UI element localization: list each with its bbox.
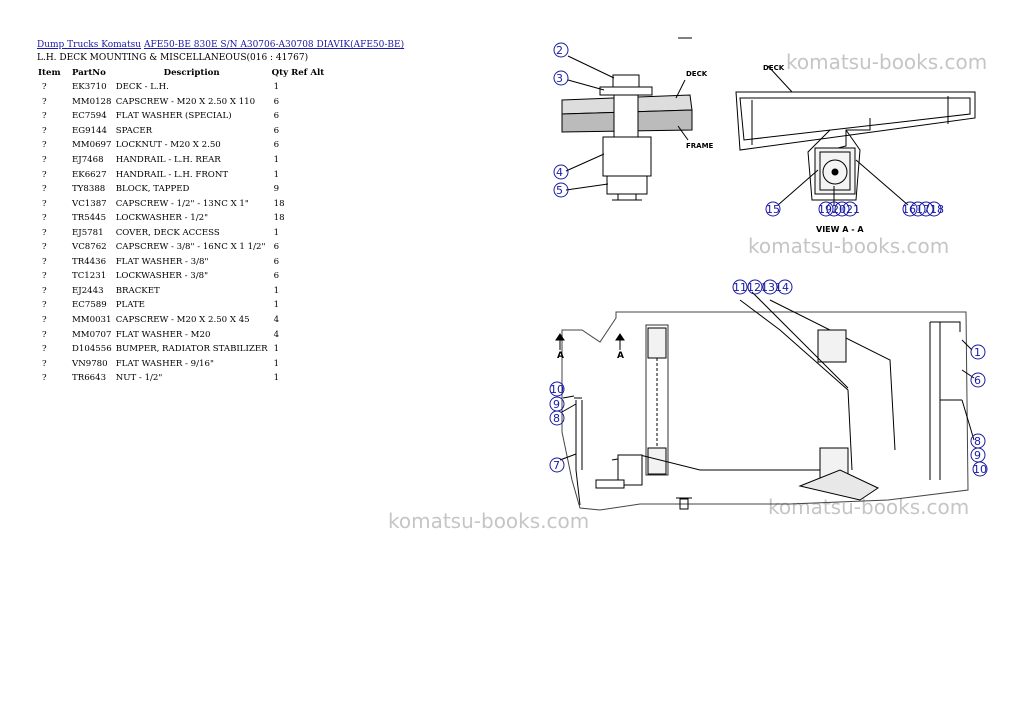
row-item: ? (42, 315, 47, 326)
row-item: ? (42, 329, 47, 340)
header-ref: Ref (291, 68, 308, 78)
row-description: FLAT WASHER - 3/8" (115, 256, 209, 267)
row-description: PLATE (115, 300, 145, 311)
row-partno: EK6627 (72, 169, 107, 180)
row-qty: 4 (273, 315, 280, 326)
header-partno: PartNo (72, 68, 106, 78)
row-partno: MM0128 (72, 96, 112, 107)
row-qty: 1 (273, 358, 280, 369)
row-partno: MM0697 (72, 140, 112, 151)
row-partno: TR6643 (72, 373, 107, 384)
label-section-a-left: A (557, 351, 564, 361)
callout-6[interactable]: 6 (974, 374, 981, 387)
row-partno: EG9144 (72, 125, 108, 136)
row-item: ? (42, 285, 47, 296)
callout-10-right[interactable]: 10 (973, 463, 987, 476)
callout-9-right[interactable]: 9 (974, 449, 981, 462)
row-item: ? (42, 111, 47, 122)
bolt-detail (562, 56, 692, 200)
row-partno: EJ7468 (72, 155, 104, 165)
row-qty: 6 (273, 111, 280, 122)
row-description: HANDRAIL - L.H. FRONT (115, 169, 229, 180)
row-description: FLAT WASHER - 9/16" (115, 358, 214, 369)
row-partno: EJ5781 (72, 227, 104, 238)
row-qty: 1 (273, 344, 280, 355)
row-item: ? (42, 344, 47, 355)
row-description: LOCKNUT - M20 X 2.50 (115, 140, 221, 151)
row-description: LOCKWASHER - 1/2" (115, 213, 209, 224)
header-item: Item (38, 68, 61, 78)
watermark: komatsu-books.com (388, 509, 590, 533)
row-partno: EJ2443 (72, 285, 104, 296)
row-description: BLOCK, TAPPED (115, 184, 190, 195)
row-partno: MM0031 (72, 315, 112, 326)
row-item: ? (42, 169, 47, 180)
breadcrumb-link-model[interactable]: AFE50-BE 830E S/N A30706-A30708 DIAVIK(AFE50-BE) (143, 40, 405, 50)
row-qty: 1 (273, 169, 280, 180)
row-description: BRACKET (115, 285, 160, 296)
row-item: ? (42, 271, 47, 282)
row-partno: TR5445 (72, 213, 107, 224)
row-description: FLAT WASHER - M20 (115, 329, 211, 340)
breadcrumb-link-dump-trucks[interactable]: Dump Trucks Komatsu (37, 40, 142, 50)
callout-8-right[interactable]: 8 (974, 435, 981, 448)
callout-3[interactable]: 3 (556, 72, 563, 85)
row-item: ? (42, 242, 47, 253)
row-item: ? (42, 213, 47, 224)
row-description: FLAT WASHER (SPECIAL) (115, 111, 232, 122)
row-partno: VC8762 (72, 242, 107, 253)
row-qty: 1 (273, 300, 280, 311)
row-description: BUMPER, RADIATOR STABILIZER (115, 344, 268, 355)
label-view-a-a: VIEW A - A (816, 225, 864, 234)
callout-5[interactable]: 5 (556, 184, 563, 197)
row-item: ? (42, 140, 47, 151)
page-title: L.H. DECK MOUNTING & MISCELLANEOUS(016 : 41767) (37, 53, 309, 63)
callout-9-left[interactable]: 9 (553, 398, 560, 411)
row-description: HANDRAIL - L.H. REAR (115, 155, 221, 165)
row-qty: 6 (273, 125, 280, 136)
row-description: LOCKWASHER - 3/8" (115, 271, 209, 282)
row-item: ? (42, 125, 47, 136)
main-assembly (556, 292, 974, 510)
watermark: komatsu-books.com (748, 234, 950, 258)
label-frame: FRAME (686, 142, 714, 150)
row-qty: 6 (273, 96, 280, 107)
row-qty: 1 (273, 373, 280, 384)
header-qty: Qty (271, 68, 289, 78)
callout-11-12-13-14[interactable]: 11121314 (733, 281, 789, 294)
row-item: ? (42, 358, 47, 369)
row-description: COVER, DECK ACCESS (115, 227, 220, 238)
callout-19-20-21[interactable]: 192021 (818, 203, 860, 216)
callout-2[interactable]: 2 (556, 44, 563, 57)
row-qty: 4 (273, 329, 280, 340)
row-description: SPACER (115, 125, 153, 136)
callout-15[interactable]: 15 (766, 203, 780, 216)
callout-7[interactable]: 7 (553, 459, 560, 472)
view-a-a (736, 66, 975, 206)
row-description: CAPSCREW - M20 X 2.50 X 110 (115, 96, 256, 107)
label-section-a-right: A (617, 351, 624, 361)
row-partno: VC1387 (72, 198, 107, 209)
row-item: ? (42, 96, 47, 107)
row-qty: 6 (273, 140, 280, 151)
row-item: ? (42, 155, 47, 165)
row-item: ? (42, 198, 47, 209)
row-item: ? (42, 373, 47, 384)
row-partno: MM0707 (72, 329, 112, 340)
row-item: ? (42, 300, 47, 311)
row-partno: D104556 (72, 344, 112, 355)
row-partno: TY8388 (72, 184, 106, 195)
row-description: NUT - 1/2" (115, 373, 163, 384)
row-qty: 1 (273, 155, 280, 165)
row-partno: EK3710 (72, 82, 107, 93)
row-partno: EC7594 (72, 111, 107, 122)
callout-8-left[interactable]: 8 (553, 412, 560, 425)
header-alt: Alt (310, 68, 325, 78)
row-item: ? (42, 227, 47, 238)
row-item: ? (42, 184, 47, 195)
row-partno: TC1231 (72, 271, 107, 282)
callout-16-17-18[interactable]: 161718 (902, 203, 944, 216)
label-deck-view: DECK (763, 64, 785, 72)
row-partno: EC7589 (72, 300, 107, 311)
row-qty: 1 (273, 285, 280, 296)
row-description: CAPSCREW - M20 X 2.50 X 45 (115, 315, 250, 326)
row-qty: 9 (273, 184, 280, 195)
watermark: komatsu-books.com (768, 495, 970, 519)
row-description: CAPSCREW - 3/8" - 16NC X 1 1/2" (115, 242, 266, 253)
row-qty: 6 (273, 256, 280, 267)
row-qty: 6 (273, 242, 280, 253)
callout-4[interactable]: 4 (556, 166, 563, 179)
row-description: DECK - L.H. (115, 82, 169, 93)
row-qty: 1 (273, 227, 280, 238)
callout-10-left[interactable]: 10 (550, 383, 564, 396)
row-partno: TR4436 (72, 256, 107, 267)
row-qty: 1 (273, 82, 280, 93)
row-partno: VN9780 (72, 358, 108, 369)
header-description: Description (163, 68, 220, 78)
row-description: CAPSCREW - 1/2" - 13NC X 1" (115, 198, 249, 209)
row-qty: 6 (273, 271, 280, 282)
watermark: komatsu-books.com (786, 50, 988, 74)
row-qty: 18 (273, 213, 285, 224)
row-item: ? (42, 82, 47, 93)
label-deck: DECK (686, 70, 708, 78)
row-item: ? (42, 256, 47, 267)
row-qty: 18 (273, 198, 285, 209)
callout-1[interactable]: 1 (974, 346, 981, 359)
